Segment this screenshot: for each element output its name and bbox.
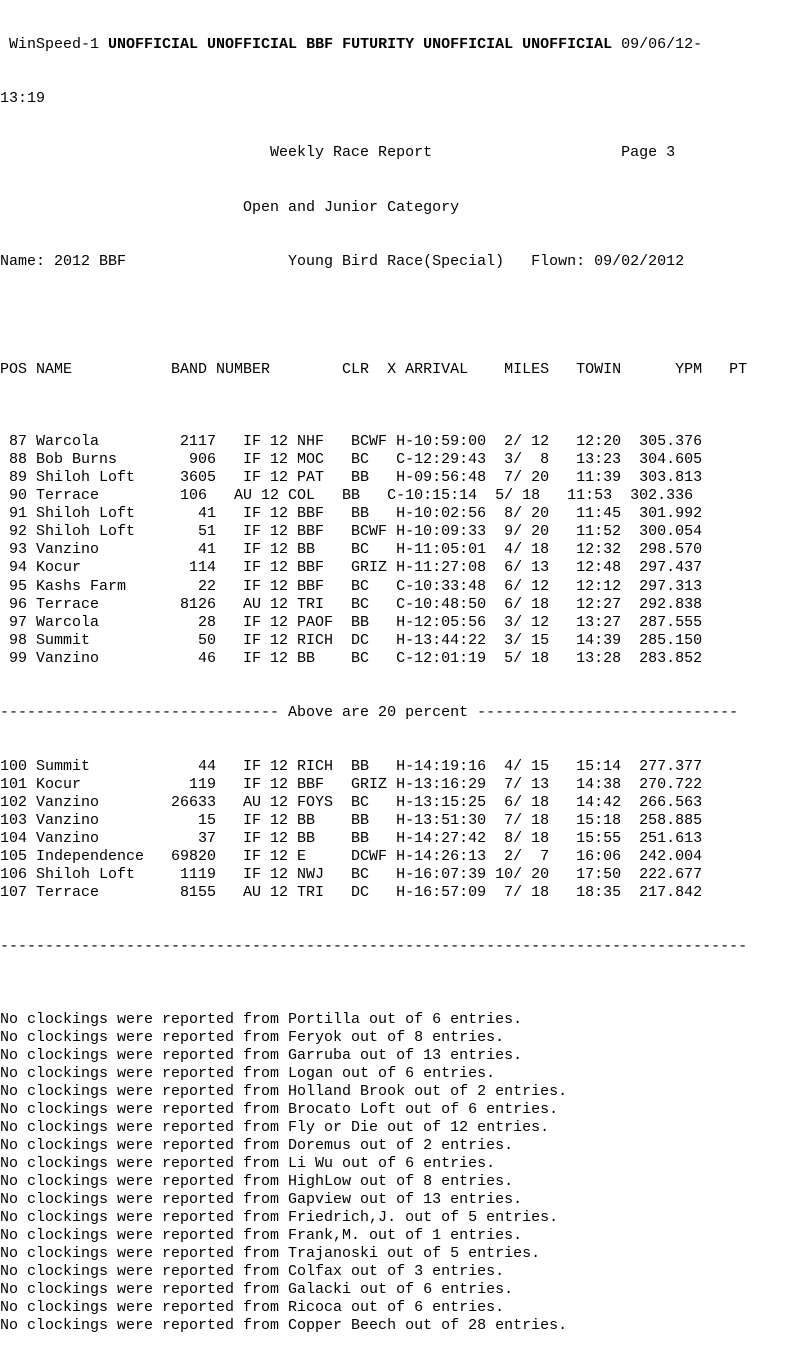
- table-end-divider: -----------------------------------------------------------------------------------: [0, 938, 748, 956]
- no-clockings-line: No clockings were reported from Gapview out of 13 entries.: [0, 1191, 523, 1209]
- table-row: 101 Kocur 119 IF 12 BBF GRIZ H-13:16:29 7/ 13 14:38 270.722: [0, 776, 703, 794]
- results-above-cutoff: [0, 433, 797, 668]
- table-row: 96 Terrace 8126 AU 12 TRI BC C-10:48:50 6/ 18 12:27 292.838: [0, 595, 703, 613]
- blank-line: [0, 307, 797, 325]
- table-row: 102 Vanzino 26633 AU 12 FOYS BC H-13:15:25 6/ 18 14:42 266.563: [0, 794, 703, 812]
- table-row: 105 Independence 69820 IF 12 E DCWF H-14:26:13 2/ 7 16:06 242.004: [0, 848, 703, 866]
- table-row: 106 Shiloh Loft 1119 IF 12 NWJ BC H-16:07:39 10/ 20 17:50 222.677: [0, 866, 703, 884]
- no-clockings-line: No clockings were reported from Logan out of 6 entries.: [0, 1064, 496, 1082]
- report-time: 13:19: [0, 90, 46, 108]
- table-column-header: POS NAME BAND NUMBER CLR X ARRIVAL MILES TOWIN YPM PT: [0, 360, 748, 378]
- table-row: 93 Vanzino 41 IF 12 BB BC H-11:05:01 4/ 18 12:32 298.570: [0, 541, 703, 559]
- no-clockings-line: No clockings were reported from Fly or Die out of 12 entries.: [0, 1118, 550, 1136]
- table-row: 95 Kashs Farm 22 IF 12 BBF BC C-10:33:48 6/ 12 12:12 297.313: [0, 577, 703, 595]
- no-clockings-line: No clockings were reported from Colfax out of 3 entries.: [0, 1263, 505, 1281]
- table-row: 88 Bob Burns 906 IF 12 MOC BC C-12:29:43 3/ 8 13:23 304.605: [0, 451, 703, 469]
- no-clockings-line: No clockings were reported from Holland Brook out of 2 entries.: [0, 1082, 568, 1100]
- no-clockings-line: No clockings were reported from Feryok out of 8 entries.: [0, 1028, 505, 1046]
- report-category: Open and Junior Category: [0, 198, 460, 216]
- no-clockings-line: No clockings were reported from Doremus out of 2 entries.: [0, 1136, 514, 1154]
- unofficial-banner: UNOFFICIAL UNOFFICIAL BBF FUTURITY UNOFFICIAL UNOFFICIAL: [108, 36, 613, 54]
- table-row: 87 Warcola 2117 IF 12 NHF BCWF H-10:59:00 2/ 12 12:20 305.376: [0, 433, 703, 451]
- no-clockings-line: No clockings were reported from Li Wu out of 6 entries.: [0, 1155, 496, 1172]
- no-clockings-line: No clockings were reported from Trajanoski out of 5 entries.: [0, 1245, 541, 1263]
- report-date: 09/06/12-: [612, 36, 703, 54]
- table-row: 99 Vanzino 46 IF 12 BB BC C-12:01:19 5/ 18 13:28 283.852: [0, 649, 703, 667]
- table-row: 92 Shiloh Loft 51 IF 12 BBF BCWF H-10:09:33 9/ 20 11:52 300.054: [0, 523, 703, 541]
- table-row: 98 Summit 50 IF 12 RICH DC H-13:44:22 3/ 15 14:39 285.150: [0, 631, 703, 649]
- race-name-line: Name: 2012 BBF Young Bird Race(Special) Flown: 09/02/2012: [0, 252, 685, 270]
- table-row: 89 Shiloh Loft 3605 IF 12 PAT BB H-09:56:48 7/ 20 11:39 303.813: [0, 469, 703, 487]
- report-title: Weekly Race Report Page 3: [0, 144, 676, 162]
- report-banner-line: [0, 36, 797, 54]
- program-name: WinSpeed-1: [0, 36, 109, 54]
- no-clockings-line: No clockings were reported from Galacki out of 6 entries.: [0, 1281, 514, 1299]
- no-clockings-line: No clockings were reported from Frank,M. out of 1 entries.: [0, 1227, 523, 1245]
- table-row: 91 Shiloh Loft 41 IF 12 BBF BB H-10:02:56 8/ 20 11:45 301.992: [0, 505, 703, 523]
- percent-divider: ------------------------------- Above are 20 percent -----------------------------: [0, 703, 739, 721]
- no-clockings-line: No clockings were reported from Copper Beech out of 28 entries.: [0, 1317, 568, 1335]
- table-row: 107 Terrace 8155 AU 12 TRI DC H-16:57:09 7/ 18 18:35 217.842: [0, 884, 703, 902]
- no-clockings-line: No clockings were reported from Brocato Loft out of 6 entries.: [0, 1100, 559, 1118]
- no-clockings-line: No clockings were reported from HighLow out of 8 entries.: [0, 1173, 514, 1191]
- no-clockings-list: [0, 1011, 797, 1336]
- no-clockings-line: No clockings were reported from Portilla out of 6 entries.: [0, 1010, 523, 1028]
- table-row: 104 Vanzino 37 IF 12 BB BB H-14:27:42 8/ 18 15:55 251.613: [0, 830, 703, 848]
- table-row: 97 Warcola 28 IF 12 PAOF BB H-12:05:56 3/ 12 13:27 287.555: [0, 613, 703, 631]
- table-row: 90 Terrace 106 AU 12 COL BB C-10:15:14 5/ 18 11:53 302.336: [0, 487, 694, 505]
- table-row: 94 Kocur 114 IF 12 BBF GRIZ H-11:27:08 6/ 13 12:48 297.437: [0, 559, 703, 577]
- table-row: 103 Vanzino 15 IF 12 BB BB H-13:51:30 7/ 18 15:18 258.885: [0, 812, 703, 830]
- table-row: 100 Summit 44 IF 12 RICH BB H-14:19:16 4/ 15 15:14 277.377: [0, 757, 703, 775]
- no-clockings-line: No clockings were reported from Friedrich,J. out of 5 entries.: [0, 1209, 559, 1227]
- results-below-cutoff: [0, 758, 797, 902]
- no-clockings-line: No clockings were reported from Ricoca out of 6 entries.: [0, 1299, 505, 1317]
- no-clockings-line: No clockings were reported from Garruba out of 13 entries.: [0, 1046, 523, 1064]
